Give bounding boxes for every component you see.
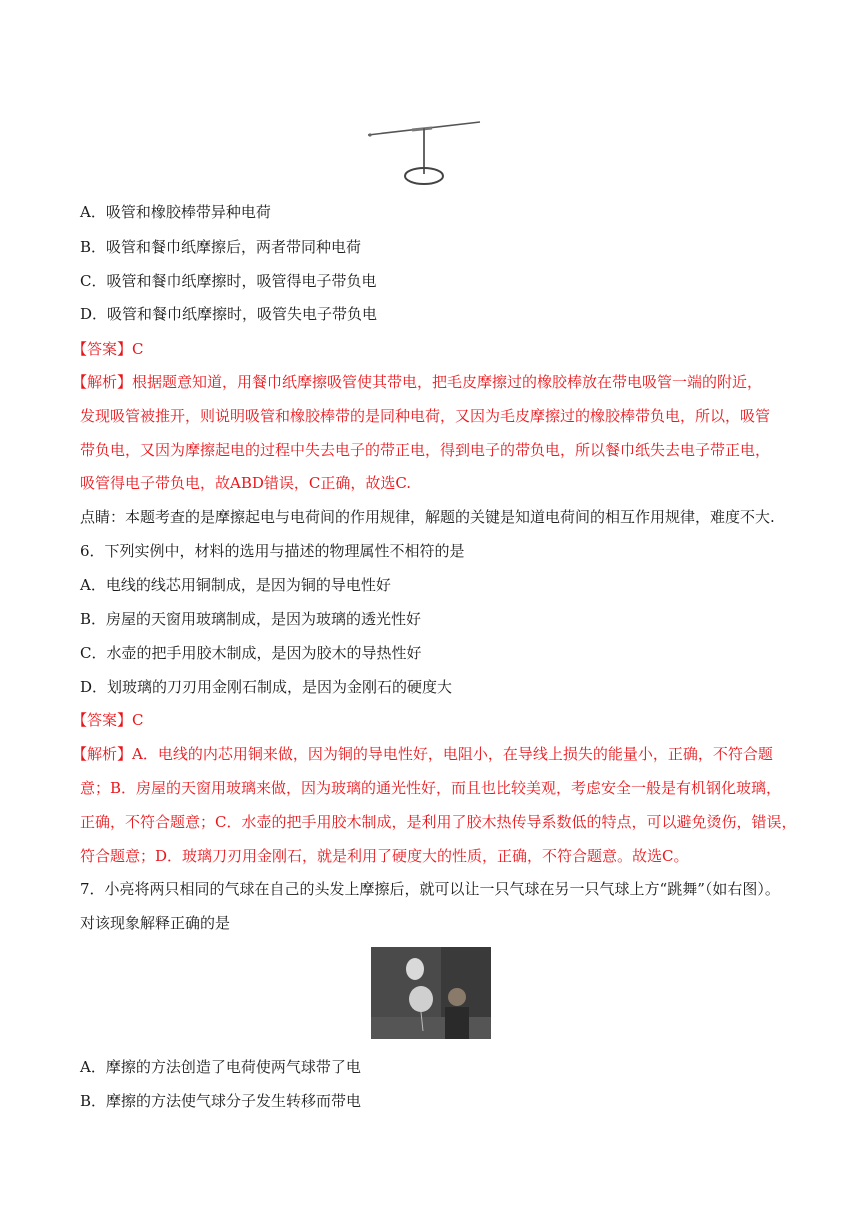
q5-analysis-line-4: 吸管得电子带负电，故ABD错误，C正确，故选C. xyxy=(80,474,412,492)
straw-on-stand-figure xyxy=(362,118,486,190)
q6-option-c: C．水壶的把手用胶木制成，是因为胶木的导热性好 xyxy=(80,644,422,662)
answer-tag: 【答案】 xyxy=(72,711,133,729)
q5-analysis-line-2: 发现吸管被推开，则说明吸管和橡胶棒带的是同种电荷，又因为毛皮摩擦过的橡胶棒带负电，所以，吸管 xyxy=(80,407,771,425)
q7-option-b: B．摩擦的方法使气球分子发生转移而带电 xyxy=(80,1092,362,1110)
q7-stem-line-1: 7．小亮将两只相同的气球在自己的头发上摩擦后，就可以让一只气球在另一只气球上方“跳舞”（如右图）。 xyxy=(80,880,780,898)
q6-analysis-line-4: 符合题意；D．玻璃刀刃用金刚石，就是利用了硬度大的性质，正确，不符合题意。故选C。 xyxy=(80,847,689,865)
analysis-text: A．电线的内芯用铜来做，因为铜的导电性好，电阻小，在导线上损失的能量小，正确，不符合题 xyxy=(132,745,773,763)
q6-stem: 6．下列实例中，材料的选用与描述的物理属性不相符的是 xyxy=(80,542,465,560)
answer-tag: 【答案】 xyxy=(72,340,133,358)
analysis-tag: 【解析】 xyxy=(72,745,133,763)
q5-option-b: B．吸管和餐巾纸摩擦后，两者带同种电荷 xyxy=(80,238,362,256)
balloon-photo-drawing xyxy=(371,947,491,1039)
answer-value: C xyxy=(132,711,144,729)
q5-option-a: A．吸管和橡胶棒带异种电荷 xyxy=(80,203,271,221)
q5-answer xyxy=(72,339,782,359)
q6-option-d: D．划玻璃的刀刃用金刚石制成，是因为金刚石的硬度大 xyxy=(80,678,453,696)
q5-option-d: D．吸管和餐巾纸摩擦时，吸管失电子带负电 xyxy=(80,305,378,323)
q5-comment: 点睛：本题考查的是摩擦起电与电荷间的作用规律，解题的关键是知道电荷间的相互作用规律，难度不大. xyxy=(80,508,775,526)
analysis-tag: 【解析】 xyxy=(72,373,133,391)
q6-answer xyxy=(72,710,782,730)
q7-stem-line-2: 对该现象解释正确的是 xyxy=(80,914,231,932)
q6-option-a: A．电线的线芯用铜制成，是因为铜的导电性好 xyxy=(80,576,391,594)
balloon-photo xyxy=(371,947,491,1039)
q6-analysis-line-1 xyxy=(72,744,782,764)
q6-analysis-line-2: 意；B．房屋的天窗用玻璃来做，因为玻璃的通光性好，而且也比较美观，考虑安全一般是有机钢化玻璃， xyxy=(80,779,782,797)
q5-option-c: C．吸管和餐巾纸摩擦时，吸管得电子带负电 xyxy=(80,272,377,290)
q6-option-b: B．房屋的天窗用玻璃制成，是因为玻璃的透光性好 xyxy=(80,610,422,628)
q7-option-a: A．摩擦的方法创造了电荷使两气球带了电 xyxy=(80,1058,361,1076)
analysis-text: 根据题意知道，用餐巾纸摩擦吸管使其带电，把毛皮摩擦过的橡胶棒放在带电吸管一端的附近， xyxy=(132,373,763,391)
q5-analysis-line-1 xyxy=(72,372,782,392)
q6-analysis-line-3: 正确，不符合题意；C．水壶的把手用胶木制成，是利用了胶木热传导系数低的特点，可以避免烫伤，错误， xyxy=(80,813,797,831)
q5-analysis-line-3: 带负电，又因为摩擦起电的过程中失去电子的带正电，得到电子的带负电，所以餐巾纸失去电子带正电， xyxy=(80,441,771,459)
answer-value: C xyxy=(132,340,144,358)
